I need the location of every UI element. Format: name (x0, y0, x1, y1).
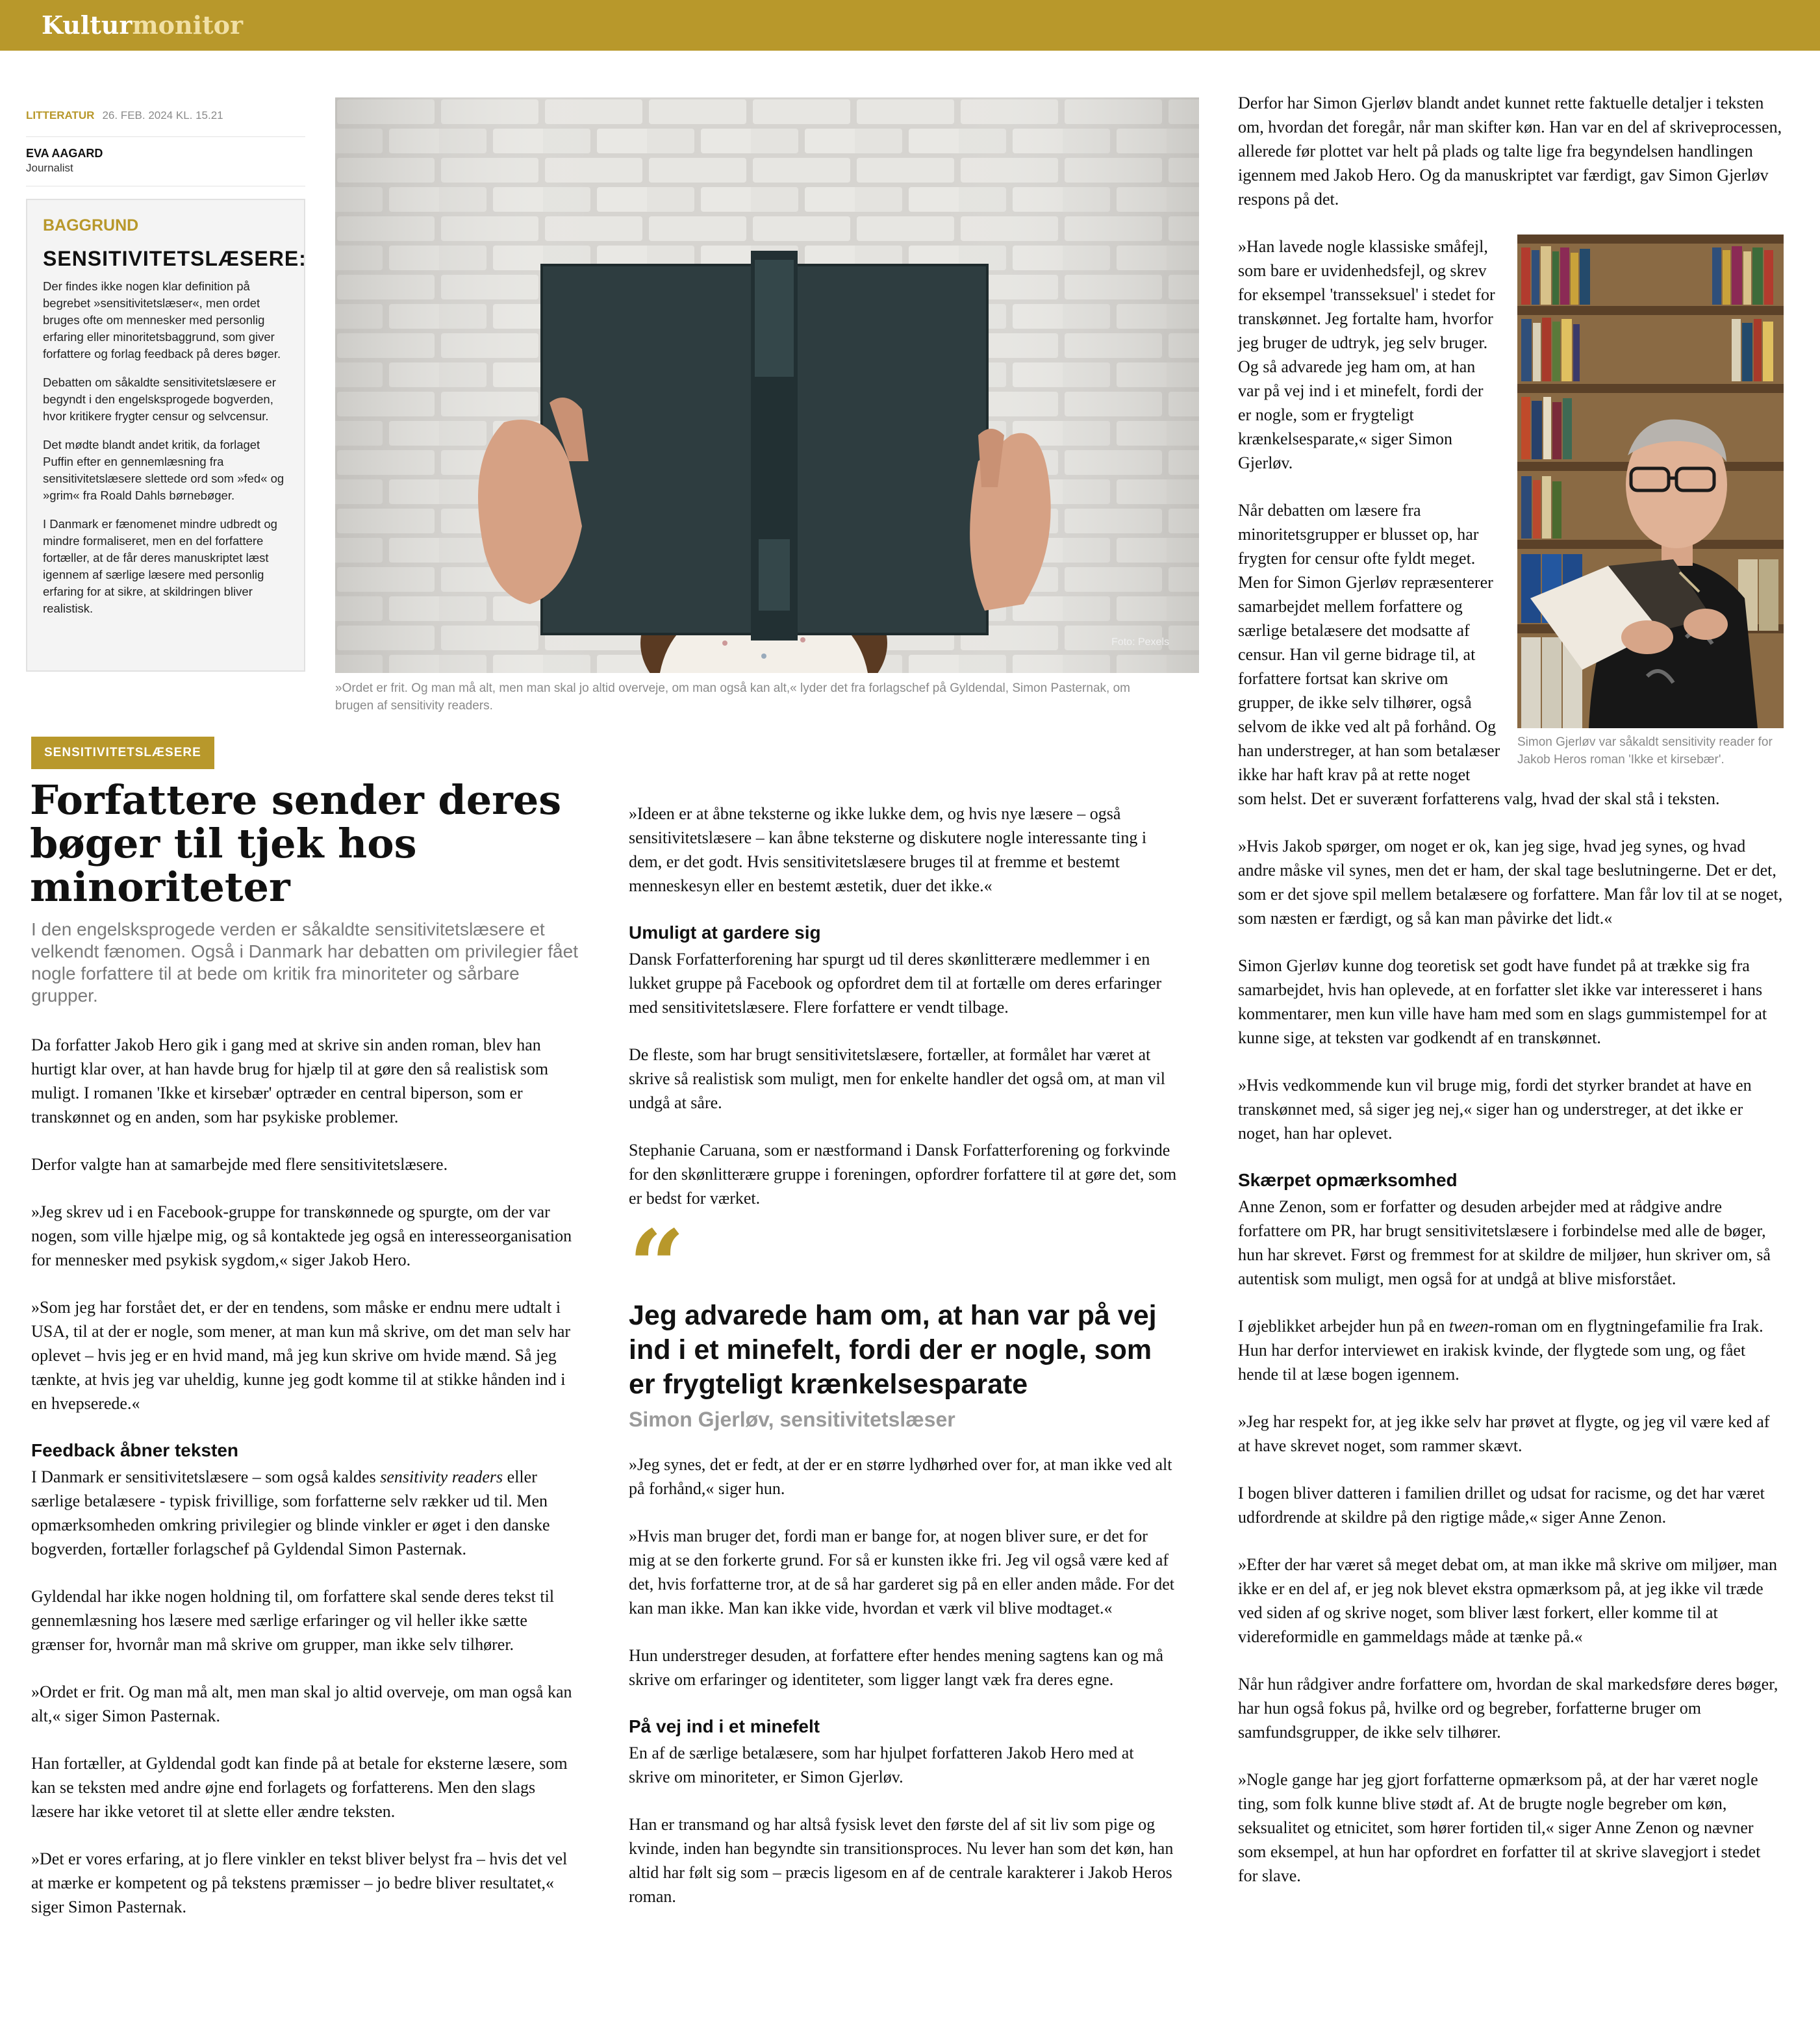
emphasis: sensitivity readers (380, 1467, 503, 1486)
background-factbox (26, 199, 305, 672)
body-paragraph: »Hvis vedkommende kun vil bruge mig, fordi det styrker brandet at have en transkønnet med, så siger jeg nej,« siger han og understreger, at det ikke er noget, han har oplevet. (1238, 1076, 1752, 1143)
logo-part-1: Kultur (42, 10, 133, 40)
body-paragraph: Gyldendal har ikke nogen holdning til, om forfattere skal sende deres tekst til gennemlæsning hos læsere med særlige erfaringer og vil heller ikke sætte grænser for, hvornår man må skrive om grupper, man ikke selv tilhører. (31, 1587, 555, 1654)
article-headline: Forfattere sender deres bøger til tjek hos minoriteter (30, 776, 562, 911)
pull-quote (629, 1209, 1177, 1433)
section-label[interactable]: LITTERATUR (26, 109, 95, 121)
factbox-title: SENSITIVITETSLÆSERE: (43, 247, 307, 270)
body-paragraph: »Efter der har været så meget debat om, at man ikke må skrive om miljøer, man ikke er en del af, er jeg nok blevet ekstra opmærksom på, at jeg ikke vil træde ved siden af og skrive noget, som bliver læst forkert, eller komme til at videreformidle en gammeldags måde at tænke på.« (1238, 1555, 1777, 1646)
body-paragraph: »Nogle gange har jeg gjort forfatterne opmærksom på, at der har været nogle ting, som folk kunne blive stødt af. At de brugte nogle begreber om køn, seksualitet og etnicitet, som hører fortiden til,« siger Anne Zenon og nævner som eksempel, at hun har opfordret en forfatter til at skrive slavegjort i stedet for slave. (1238, 1770, 1761, 1885)
body-paragraph: En af de særlige betalæsere, som har hjulpet forfatteren Jakob Hero med at skrive om minoriteter, er Simon Gjerløv. (629, 1744, 1134, 1786)
body-paragraph: I Danmark er sensitivitetslæsere – som også kaldes sensitivity readers eller særlige betalæsere - typisk frivillige, som forfatterne selv rækker ud til. Men opmærksomheden omkring privilegier og blinde vinkler er øget i den danske bogverden, fortæller forlagschef på Gyldendal Simon Pasternak. (31, 1467, 550, 1558)
body-paragraph: »Det er vores erfaring, at jo flere vinkler en tekst bliver belyst fra – hvis det vel at mærke er kompetent og på tekstens præmisser – jo bedre bliver resultatet,« siger Simon Pasternak. (31, 1849, 568, 1916)
meta-divider (26, 136, 305, 137)
body-paragraph: »Hvis man bruger det, fordi man er bange for, at nogen bliver sure, er det for mig at se den forkerte grund. For så er kunsten ikke fri. Jeg vil også være ked af det, hvis forfatterne tror, at de så har garderet sig på en eller anden måde. For det kan man ikke. Man kan ikke vide, hvordan et værk vil blive modtaget.« (629, 1527, 1174, 1617)
publish-date: 26. FEB. 2024 KL. 15.21 (102, 109, 223, 121)
side-photo-caption: Simon Gjerløv var såkaldt sensitivity reader for Jakob Heros roman 'Ikke et kirsebær'. (1517, 735, 1773, 767)
subheading-skaerpet: Skærpet opmærksomhed (1238, 1170, 1458, 1190)
main-photo (335, 97, 1199, 673)
body-paragraph: Simon Gjerløv kunne dog teoretisk set godt have fundet på at trække sig fra samarbejdet, hvis han oplevede, at en forfatter slet ikke var interesseret i hans kommentarer, men kun ville have ham med som en slags gummistempel for at kunne sige, at teksten var godkendt af en transkønnet. (1238, 956, 1767, 1047)
body-paragraph: Når hun rådgiver andre forfattere om, hvordan de skal markedsføre deres bøger, har hun også fokus på, hvilke ord og begreber, forfatterne bruger om samfundsgrupper, de ikke selv tilhører. (1238, 1675, 1778, 1742)
body-paragraph: Han er transmand og har altså fysisk levet den første del af sit liv som pige og kvinde, inden han begyndte sin transitionsproces. Nu lever han som det køn, han altid har følt sig som – præcis ligesom en af de centrale karakterer i Jakob Heros roman. (629, 1815, 1174, 1906)
body-paragraph: Han fortæller, at Gyldendal godt kan finde på at betale for eksterne læsere, som kan se teksten med andre øjne end forlagets og forfatterens. Men den slags læsere har ikke vetoret til at slette eller ændre teksten. (31, 1754, 568, 1821)
article-column-1 (31, 1033, 579, 1942)
quote-mark-icon: “ (629, 1209, 685, 1323)
side-photo-figure (1517, 235, 1784, 768)
body-paragraph: »Ideen er at åbne teksterne og ikke lukke dem, og hvis nye læsere – også sensitivitetslæsere – kan åbne teksterne og diskutere nogle interessante ting i dem, er det godt. Hvis sensitivitetslæsere bruges til at fremme et bestemt menneskesyn eller en bestemt æstetik, duer det ikke.« (629, 804, 1147, 895)
subheading-feedback: Feedback åbner teksten (31, 1440, 239, 1460)
article-column-2 (629, 802, 1177, 1932)
article-tag[interactable]: SENSITIVITETSLÆSERE (31, 737, 214, 769)
author-name[interactable]: EVA AAGARD (26, 147, 103, 160)
factbox-kicker: BAGGRUND (43, 216, 139, 235)
article-column-3 (1238, 91, 1784, 1911)
site-logo[interactable] (42, 9, 243, 42)
logo-part-2: monitor (132, 10, 244, 40)
factbox-paragraph: Det mødte blandt andet kritik, da forlaget Puffin efter en gennemlæsning fra sensitivitetslæsere slettede ord som »fed« og »grim« fra Roald Dahls børnebøger. (43, 438, 284, 502)
body-paragraph: Anne Zenon, som er forfatter og desuden arbejder med at rådgive andre forfattere om PR, har brugt sensitivitetslæsere i forbindelse med alle de bøger, hun har skrevet. Først og fremmest for at skildre de miljøer, hun skriver om, så autentisk som muligt, men også for at undgå at blive misforstået. (1238, 1197, 1771, 1288)
body-paragraph: »Jeg skrev ud i en Facebook-gruppe for transkønnede og spurgte, om der var nogen, som ville hjælpe mig, og så kontaktede jeg også en interesseorganisation for mennesker med psykisk sygdom,« siger Jakob Hero. (31, 1202, 572, 1269)
photo-credit: Foto: Pexels (1111, 637, 1169, 648)
body-paragraph: De fleste, som har brugt sensitivitetslæsere, fortæller, at formålet har været at skrive så realistisk som muligt, men for enkelte handler det også om, at man vil undgå at såre. (629, 1045, 1166, 1112)
body-paragraph: I øjeblikket arbejder hun på en tween-roman om en flygtningefamilie fra Irak. Hun har derfor interviewet en irakisk kvinde, der flygtede som ung, og fået hende til at læse bogen igennem. (1238, 1317, 1763, 1384)
factbox-paragraph: Der findes ikke nogen klar definition på begrebet »sensitivitetslæser«, men ordet bruges ofte om mennesker med personlig erfaring eller minoritetsbaggrund, som giver forfattere og forlag feedback på deres bøger. (43, 279, 281, 361)
body-paragraph: Dansk Forfatterforening har spurgt ud til deres skønlitterære medlemmer i en lukket gruppe på Facebook og opfordret dem til at fortælle om deres erfaringer med sensitivitetslæsere. Flere forfattere er vendt tilbage. (629, 950, 1162, 1017)
factbox-paragraph: I Danmark er fænomenet mindre udbredt og mindre formaliseret, men en del forfattere fortæller, at de får deres manuskriptet læst igennem af særlige læsere med personlig erfaring for at sikre, at skildringen bliver realistisk. (43, 517, 277, 615)
body-paragraph: Da forfatter Jakob Hero gik i gang med at skrive sin anden roman, blev han hurtigt klar over, at han havde brug for hjælp til at gøre den så realistisk som muligt. I romanen 'Ikke et kirsebær' optræder en central biperson, som er transkønnet og en anden, som har psykiske problemer. (31, 1035, 549, 1126)
body-paragraph: »Han lavede nogle klassiske småfejl, som bare er uvidenhedsfejl, og skrev for eksempel 'transseksuel' i stedet for transkønnet. Jeg fortalte ham, hvorfor jeg bruger de udtryk, jeg selv bruger. Og så advarede jeg ham om, at han var på vej ind i et minefelt, fordi der er nogle, som er frygteligt krænkelsesparate,« siger Simon Gjerløv. (1238, 237, 1495, 472)
body-paragraph: Derfor valgte han at samarbejde med flere sensitivitetslæsere. (31, 1155, 448, 1174)
body-paragraph: »Hvis Jakob spørger, om noget er ok, kan jeg sige, hvad jeg synes, og hvad andre måske vil synes, men det er ham, der skal tage beslutningerne. Det er det, som er det sjove spil mellem betalæsere og forfattere. Man får lov til at se noget, som næsten er færdigt, og så kan man påvirke det lidt.« (1238, 837, 1783, 928)
article-meta (26, 109, 305, 122)
subheading-minefelt: På vej ind i et minefelt (629, 1716, 820, 1736)
factbox-paragraph: Debatten om såkaldte sensitivitetslæsere er begyndt i den engelsksprogede bogverden, hvor kritikere frygter censur og selvcensur. (43, 375, 276, 423)
pull-quote-attribution: Simon Gjerløv, sensitivitetslæser (629, 1408, 955, 1431)
top-bar (0, 0, 1820, 51)
subheading-umuligt: Umuligt at gardere sig (629, 922, 821, 943)
body-paragraph: Stephanie Caruana, som er næstformand i Dansk Forfatterforening og forkvinde for den skønlitterære gruppe i foreningen, opfordrer forfattere til at gøre det, som er bedst for værket. (629, 1141, 1177, 1208)
body-paragraph: »Jeg synes, det er fedt, at der er en større lydhørhed over for, at man ikke ved alt på forhånd,« siger hun. (629, 1455, 1172, 1498)
emphasis: tween (1448, 1317, 1489, 1336)
main-photo-caption: »Ordet er frit. Og man må alt, men man skal jo altid overveje, om man også kan alt,« lyder det fra forlagschef på Gyldendal, Simon Pasternak, om brugen af sensitivity readers. (335, 681, 1130, 713)
body-paragraph: I bogen bliver datteren i familien drillet og udsat for racisme, og det har været udfordrende at skildre på den rigtige måde,« siger Anne Zenon. (1238, 1484, 1765, 1527)
body-paragraph: Hun understreger desuden, at forfattere efter hendes mening sagtens kan og må skrive om erfaringer og identiteter, som ligger langt væk fra deres egne. (629, 1646, 1164, 1689)
body-paragraph: »Som jeg har forstået det, er der en tendens, som måske er endnu mere udtalt i USA, til at der er nogle, som mener, at man kun må skrive, om det man selv har oplevet – hvis jeg er en hvid mand, må jeg kun skrive om hvide mænd. Så jeg tænkte, at hvis jeg var uheldig, kunne jeg godt komme til at stikke hånden ind i en hvepserede.« (31, 1298, 571, 1413)
article-lede: I den engelsksprogede verden er såkaldte sensitivitetslæsere et velkendt fænomen. Også i Danmark har debatten om privilegier fået nogle forfattere til at bede om kritik fra minoriteter og sårbare grupper. (31, 919, 578, 1006)
body-paragraph: Når debatten om læsere fra minoritetsgrupper er blusset op, har frygten for censur ofte fyldt meget. Men for Simon Gjerløv repræsenterer samarbejdet mellem forfattere og særlige betalæsere det modsatte af censur. Han vil gerne bidrage til, at forfattere fortsat kan skrive om grupper, de ikke selv tilhører, også selvom de ikke ved alt på forhånd. Og han understreger, at han som betalæser ikke har haft krav på at rette noget som helst. Det er suverænt forfatterens valg, hvad der skal stå i teksten. (1238, 501, 1720, 808)
body-paragraph: »Ordet er frit. Og man må alt, men man skal jo altid overveje, om man også kan alt,« siger Simon Pasternak. (31, 1682, 572, 1725)
body-paragraph: »Jeg har respekt for, at jeg ikke selv har prøvet at flygte, og jeg vil være ked af at have skrevet noget, som rammer skævt. (1238, 1412, 1770, 1455)
pull-quote-text: Jeg advarede ham om, at han var på vej ind i et minefelt, fordi der er nogle, som er frygteligt krænkelsesparate (629, 1300, 1157, 1400)
body-paragraph: Derfor har Simon Gjerløv blandt andet kunnet rette faktuelle detaljer i teksten om, hvordan det foregår, når man skifter køn. Han var en del af skriveprocessen, allerede før plottet var helt på plads og talte lige fra begyndelsen handlingen igennem med Jakob Hero. Og da manuskriptet var færdigt, gav Simon Gjerløv respons på det. (1238, 94, 1782, 209)
side-photo (1517, 235, 1784, 728)
author-role: Journalist (26, 162, 73, 174)
